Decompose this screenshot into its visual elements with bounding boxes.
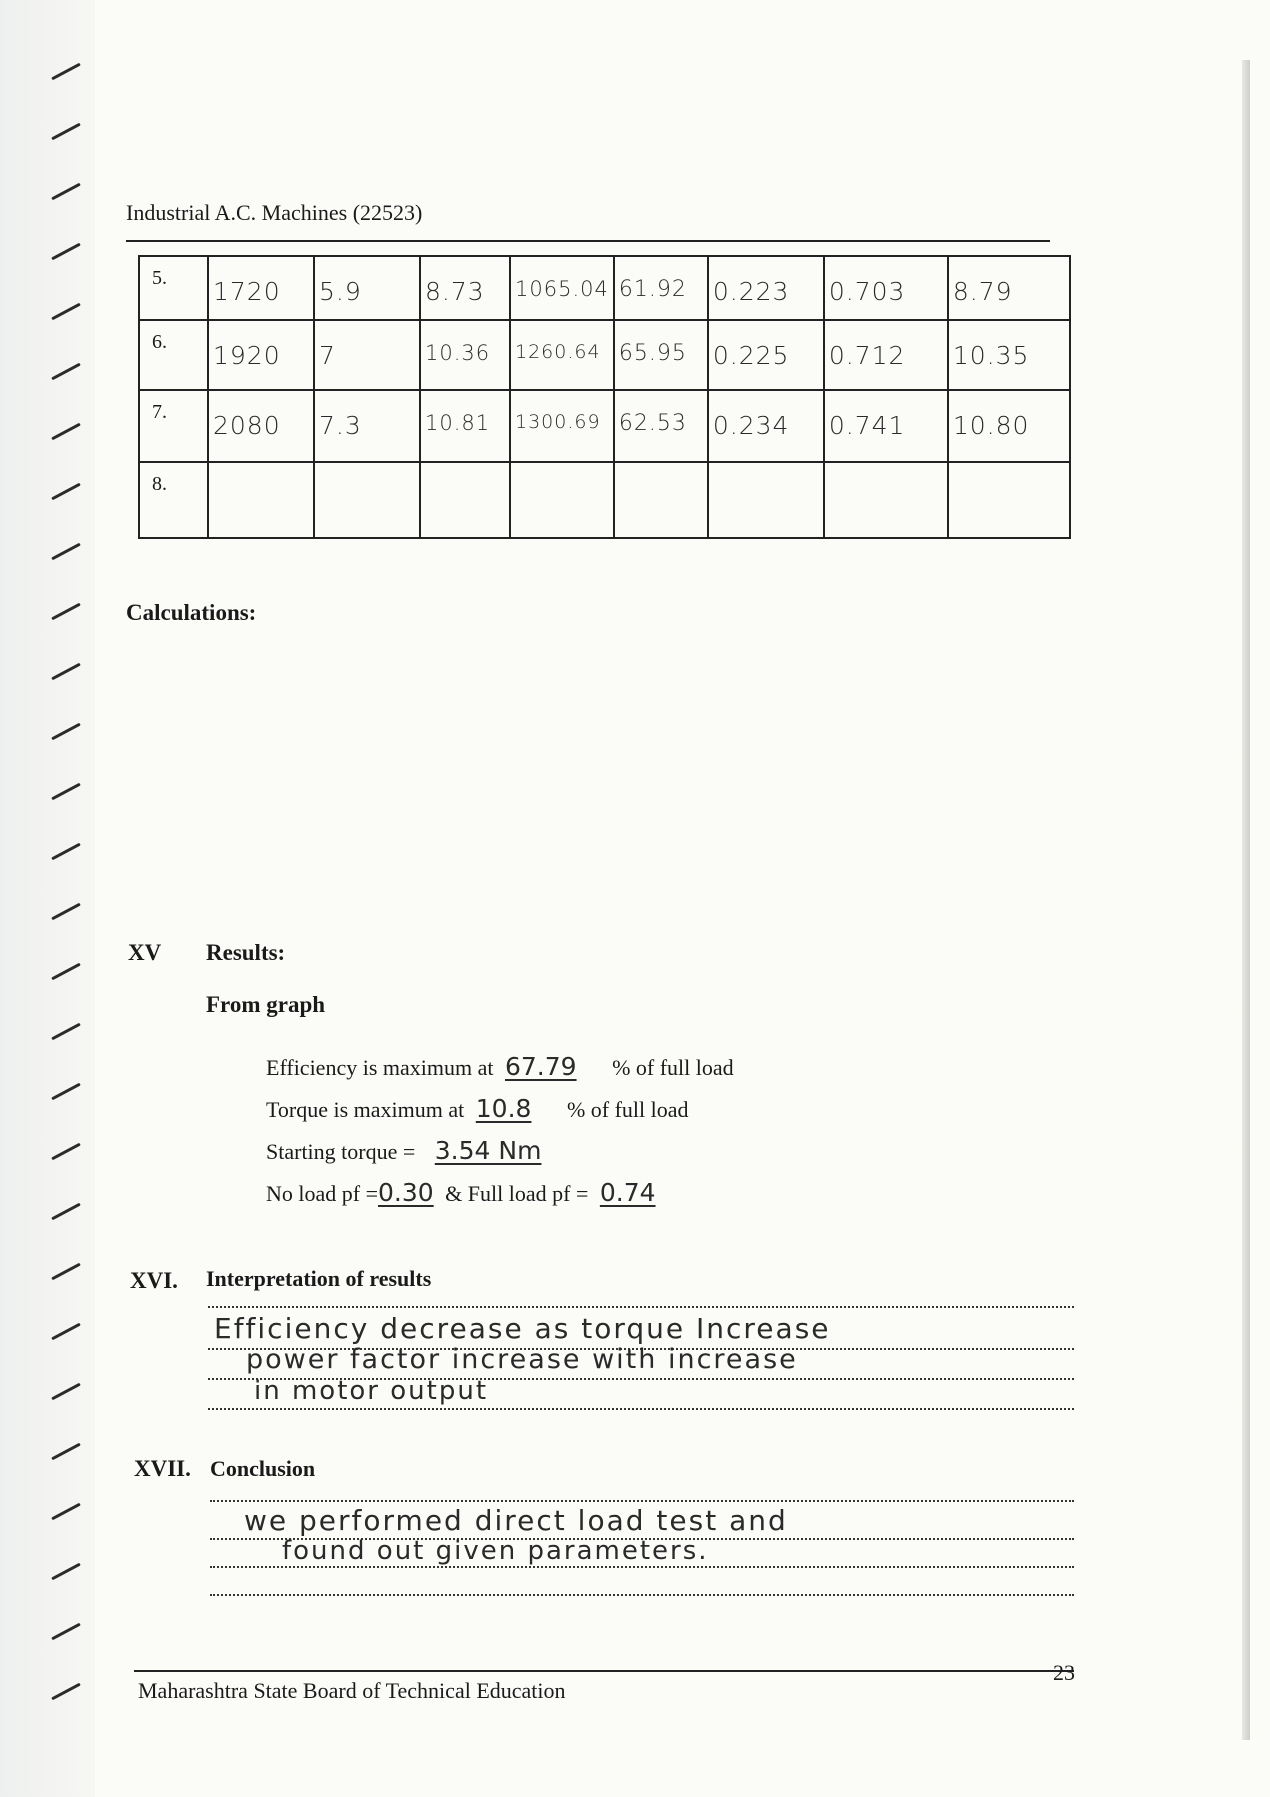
table-cell: 1260.64 — [510, 320, 614, 390]
results-number: XV — [128, 940, 162, 965]
table-cell — [510, 462, 614, 538]
table-cell: 0.703 — [824, 256, 948, 320]
conclusion-line: found out given parameters. — [282, 1536, 709, 1566]
binding-ring — [51, 1263, 81, 1281]
binding-ring — [51, 1203, 81, 1221]
serial-number: 8. — [139, 462, 208, 538]
binding-ring — [51, 483, 81, 501]
binding-ring — [51, 1383, 81, 1401]
binding-ring — [51, 123, 81, 141]
binding-ring — [51, 363, 81, 381]
table-row — [139, 320, 1070, 390]
dotted-line — [208, 1306, 1074, 1308]
interpretation-heading: Interpretation of results — [206, 1266, 432, 1291]
binding-ring — [51, 903, 81, 921]
table-cell — [208, 462, 314, 538]
table-cell: 0.712 — [824, 320, 948, 390]
observation-table — [138, 255, 1071, 539]
header-divider — [126, 240, 1050, 242]
results-heading: Results: — [206, 940, 286, 965]
table-cell — [708, 462, 824, 538]
table-cell: 62.53 — [614, 390, 708, 462]
calculations-heading: Calculations: — [126, 600, 257, 625]
table-cell: 0.225 — [708, 320, 824, 390]
binding-ring — [51, 843, 81, 861]
table-row — [139, 390, 1070, 462]
table-cell: 0.223 — [708, 256, 824, 320]
binding-ring — [51, 423, 81, 441]
fullload-pf-label: & Full load pf = — [445, 1181, 589, 1206]
binding-ring — [51, 1023, 81, 1041]
binding-ring — [51, 1443, 81, 1461]
binding-ring — [51, 1083, 81, 1101]
power-factor-result — [266, 1178, 662, 1207]
table-cell — [314, 462, 420, 538]
binding-ring — [51, 543, 81, 561]
binding-ring — [51, 1143, 81, 1161]
footer-board-name: Maharashtra State Board of Technical Education — [138, 1678, 566, 1703]
serial-number: 6. — [139, 320, 208, 390]
table-cell: 2080 — [208, 390, 314, 462]
table-cell — [948, 462, 1070, 538]
page-number: 23 — [1053, 1660, 1075, 1685]
table-cell: 0.234 — [708, 390, 824, 462]
conclusion-number: XVII. — [134, 1456, 191, 1481]
table-cell: 7 — [314, 320, 420, 390]
table-cell: 1720 — [208, 256, 314, 320]
table-cell: 10.80 — [948, 390, 1070, 462]
binding-ring — [51, 1623, 81, 1641]
efficiency-value: 67.79 — [504, 1052, 577, 1081]
table-cell — [614, 462, 708, 538]
interpretation-line: Efficiency decrease as torque Increase — [214, 1312, 831, 1345]
serial-number: 5. — [139, 256, 208, 320]
spiral-binding — [0, 0, 95, 1797]
noload-pf-value: 0.30 — [378, 1178, 434, 1207]
page-header-title: Industrial A.C. Machines (22523) — [126, 200, 423, 225]
starting-torque-value: 3.54 Nm — [434, 1136, 542, 1165]
table-cell: 10.36 — [420, 320, 510, 390]
torque-result — [266, 1094, 689, 1123]
table-cell: 1300.69 — [510, 390, 614, 462]
efficiency-result — [266, 1052, 734, 1081]
torque-value: 10.8 — [475, 1094, 532, 1123]
interpretation-line: power factor increase with increase — [246, 1344, 798, 1375]
table-cell: 65.95 — [614, 320, 708, 390]
results-subheading: From graph — [206, 992, 326, 1017]
binding-ring — [51, 183, 81, 201]
dotted-line — [210, 1566, 1074, 1568]
interpretation-line: in motor output — [254, 1376, 489, 1406]
conclusion-heading: Conclusion — [210, 1456, 316, 1481]
efficiency-label: Efficiency is maximum at — [266, 1055, 494, 1080]
dotted-line — [210, 1500, 1074, 1502]
efficiency-unit: % of full load — [612, 1055, 734, 1080]
table-row — [139, 256, 1070, 320]
serial-number: 7. — [139, 390, 208, 462]
noload-pf-label: No load pf = — [266, 1181, 378, 1206]
table-cell: 8.79 — [948, 256, 1070, 320]
starting-torque-result — [266, 1136, 561, 1165]
starting-torque-label: Starting torque = — [266, 1139, 416, 1164]
table-cell: 10.81 — [420, 390, 510, 462]
table-row — [139, 462, 1070, 538]
fullload-pf-value: 0.74 — [599, 1178, 656, 1207]
binding-ring — [51, 963, 81, 981]
binding-ring — [51, 303, 81, 321]
dotted-line — [210, 1594, 1074, 1596]
table-cell: 1920 — [208, 320, 314, 390]
table-cell: 0.741 — [824, 390, 948, 462]
table-cell — [824, 462, 948, 538]
page-edge-shadow — [1242, 60, 1250, 1740]
torque-unit: % of full load — [566, 1097, 689, 1122]
binding-ring — [51, 1503, 81, 1521]
table-cell: 7.3 — [314, 390, 420, 462]
binding-ring — [51, 783, 81, 801]
table-cell — [420, 462, 510, 538]
binding-ring — [51, 723, 81, 741]
binding-ring — [51, 1683, 81, 1701]
table-cell: 61.92 — [614, 256, 708, 320]
binding-ring — [51, 63, 81, 81]
binding-ring — [51, 1323, 81, 1341]
table-cell: 1065.04 — [510, 256, 614, 320]
binding-ring — [51, 663, 81, 681]
table-cell: 8.73 — [420, 256, 510, 320]
conclusion-line: we performed direct load test and — [244, 1504, 788, 1537]
dotted-line — [208, 1408, 1074, 1410]
binding-ring — [51, 243, 81, 261]
table-cell: 10.35 — [948, 320, 1070, 390]
footer-divider — [134, 1670, 1074, 1672]
table-cell: 5.9 — [314, 256, 420, 320]
interpretation-number: XVI. — [130, 1268, 178, 1293]
binding-ring — [51, 1563, 81, 1581]
binding-ring — [51, 603, 81, 621]
torque-label: Torque is maximum at — [266, 1097, 465, 1122]
